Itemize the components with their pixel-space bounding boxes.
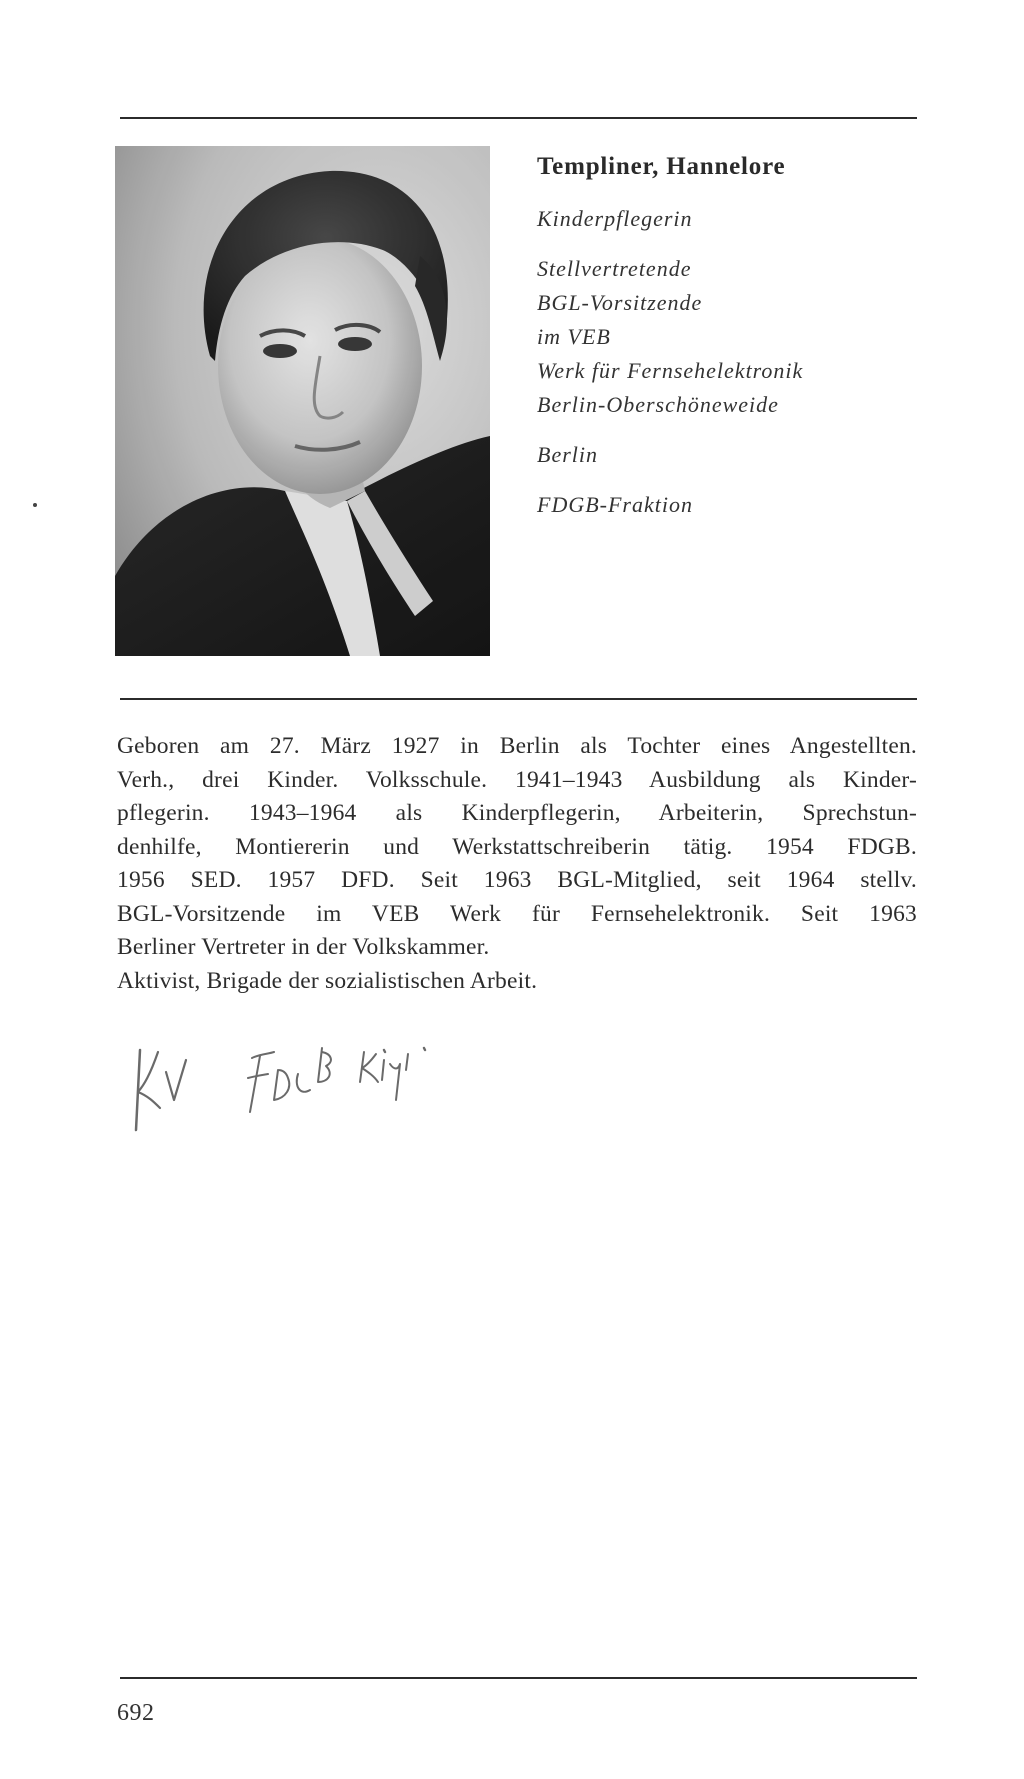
position-line: Werk für Fernsehelektronik	[537, 358, 804, 383]
bio-line: pflegerin. 1943–1964 als Kinderpflegerin, Arbeiterin, Sprechstun-	[117, 800, 917, 826]
position-line: Stellvertretende	[537, 256, 692, 281]
bio-line: BGL-Vorsitzende im VEB Werk für Fernsehelektronik. Seit 1963	[117, 900, 917, 927]
constituency: Berlin	[537, 442, 598, 467]
middle-rule	[120, 698, 917, 700]
faction: FDGB-Fraktion	[537, 492, 693, 517]
scan-speck	[33, 503, 37, 507]
person-name: Templiner, Hannelore	[537, 153, 786, 180]
profession: Kinderpflegerin	[537, 206, 693, 231]
handwritten-annotation	[128, 1030, 508, 1140]
bio-line: Berliner Vertreter in der Volkskammer.	[117, 934, 490, 960]
entry-header	[537, 150, 927, 538]
position-line: Berlin-Oberschöneweide	[537, 392, 779, 417]
portrait-photo	[115, 146, 490, 656]
bottom-rule	[120, 1677, 917, 1679]
position-block	[537, 252, 927, 422]
bio-line: Aktivist, Brigade der sozialistischen Arbeit.	[117, 967, 538, 994]
bio-line: Geboren am 27. März 1927 in Berlin als Tochter eines Angestellten.	[117, 733, 917, 759]
page-number: 692	[117, 1700, 155, 1726]
bio-line: Verh., drei Kinder. Volksschule. 1941–1943 Ausbildung als Kinder-	[117, 766, 917, 793]
bio-line: 1956 SED. 1957 DFD. Seit 1963 BGL-Mitglied, seit 1964 stellv.	[117, 867, 917, 893]
position-line: im VEB	[537, 324, 611, 349]
bio-line: denhilfe, Montiererin und Werkstattschreiberin tätig. 1954 FDGB.	[117, 833, 917, 860]
top-rule	[120, 117, 917, 119]
biography	[117, 730, 917, 998]
position-line: BGL-Vorsitzende	[537, 290, 703, 315]
